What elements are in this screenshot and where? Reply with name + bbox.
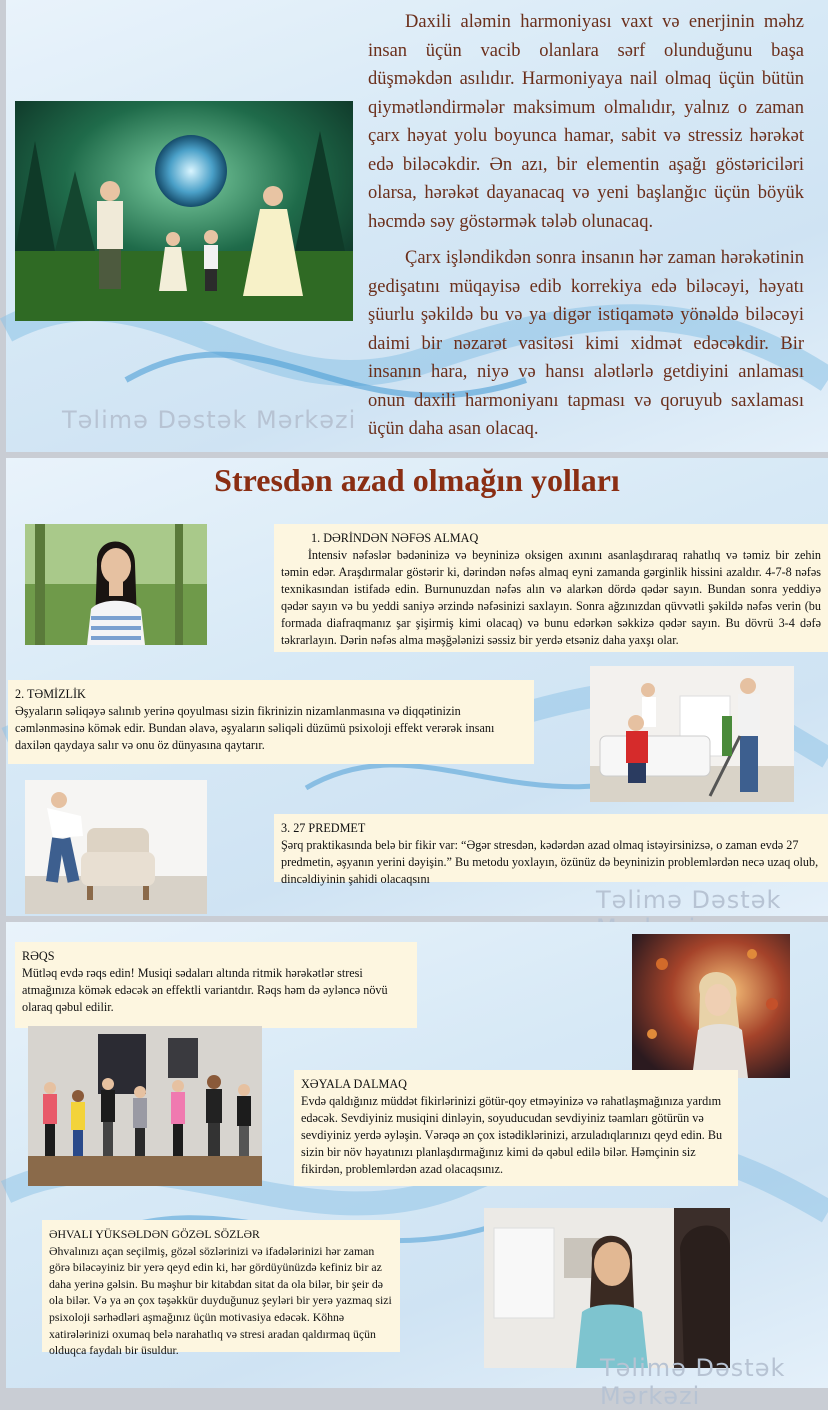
card-title: ƏHVALI YÜKSƏLDƏN GÖZƏL SÖZLƏR <box>49 1227 260 1241</box>
activities-panel <box>6 922 828 1410</box>
card-body: İntensiv nəfəslər bədəninizə və beyninizə oksigen axınını asanlaşdıraraq rahatlıq və təmiz bir zehin təmin edər. Araşdırmalar göstərir ki, dərindən nəfəs almaq eyni zamanda gərginlik hissini azaldır. 4-7-8 nəfəs texnikasından istifadə edin. Burnunuzdan nəfəs alın və alarkən dördə qədər sayın. Bundan sonra yeddiyə qədər sayın və bu yeddi saniyə ərzində nəfəsinizi saxlayın. Sonra ağzınızdan qüvvətli şəkildə nəfəs verin (bu formada diafraqmanız şar şişirmiş kimi olacaq) və bunu edərkən səkkizə qədər sayın. Bu dövrü 3-4 dəfə təkrarlayın. Dərin nəfəs alma məşğələnizi səssiz bir yerdə etsəniz daha yaxşı olar. <box>281 548 821 647</box>
stress-methods-panel <box>6 458 828 916</box>
family-nature-photo <box>15 101 353 321</box>
intro-paragraph-1: Daxili aləmin harmoniyası vaxt və enerjinin məhz insan üçün vacib olanlara sərf olunduğunu başa düşməkdən asılıdır. Harmoniyaya nail olmaq üçün bütün qiymətləndirmələr maksimum olmalıdır, yalnız o zaman çarx həyat yolu boyunca hamar, sabit və stressiz hərəkət edə biləcəkdir. Ən azı, bir elementin aşağı göstəriciləri olarsa, hərəkət dayanacaq və yeni başlanğıc üçün böyük həcmdə səy göstərmək tələb olunacaq. <box>368 12 804 232</box>
family-cleaning-photo <box>590 666 794 802</box>
watermark: Təlimə Dəstək <box>596 886 782 914</box>
woman-autumn-leaves-photo <box>632 934 790 1078</box>
card-cleaning <box>8 680 534 764</box>
card-deep-breathing <box>274 524 828 652</box>
card-body: Şərq praktikasında belə bir fikir var: “Əgər stresdən, kədərdən azad olmaq istəyirsinizsə, o zaman evdə 27 predmetin, əşyanın yerini dəyişin.” Bu metodu yoxlayın, özünüz də beyninizin problemlərdən necə uzaq olub, dincəldiyinin şahidi olacaqsını <box>281 838 819 886</box>
card-body: Mütləq evdə rəqs edin! Musiqi sədaları altında ritmik hərəkətlər stresi atmağınıza kömək edəcək ən effektli variantdır. Rəqs həm də əyləncə növü olaraq qəbul edilir. <box>22 966 388 1014</box>
card-title: 2. TƏMİZLİK <box>15 687 86 701</box>
card-body: Əhvalınızı açan seçilmiş, gözəl sözlərinizi və ifadələrinizi hər zaman görə biləcəyiniz bir yerə qeyd edin ki, hər gördüyünüzdə kefiniz bir az daha yerinə gəlsin. Bu məşhur bir kitabdan sitat da ola bilər, bir şeir də ola bilər. Və ya ən çox təşəkkür duyduğunuz şeyləri bir yerə yazmaq sizi psixoloji sərhədləri aşmağınız üçün motivasiya edəcək. Köhnə xatirələrinizi oxumaq belə narahatlıq və stresi aradan qaldırmaq üçün olduqca faydalı bir üsuldur. <box>49 1243 392 1358</box>
card-title: XƏYALA DALMAQ <box>301 1077 407 1091</box>
card-body: Əşyaların səliqəyə salınıb yerinə qoyulması sizin fikrinizin nizamlanmasına və diqqətinizin cəmlənməsinə kömək edir. Bundan əlavə, əşyaların səliqəli düzümü psixoloji effekt verərək insanı daxilən qaydaya salır və onu öz dünyasına qaytarır. <box>15 704 495 752</box>
watermark: Təlimə Dəstək Mərkəzi <box>600 1354 786 1410</box>
card-27-items <box>274 814 828 886</box>
section-title: Stresdən azad olmağın yolları <box>214 462 620 498</box>
card-title: 1. DƏRİNDƏN NƏFƏS ALMAQ <box>311 531 479 545</box>
intro-panel <box>6 0 828 452</box>
card-daydreaming <box>294 1070 738 1186</box>
card-title: 3. 27 PREDMET <box>281 821 366 835</box>
intro-paragraph-2: Çarx işləndikdən sonra insanın hər zaman hərəkətinin gedişatını müqayisə edib korrekiya edə biləcəyi, həyatı şüurlu şəkildə bu və ya digər istiqamətə yönəldə biləcəyi daimi bir nəzarət vasitəsi kimi xidmət edəcəkdir. Bir insanın hara, niyə və hansı alətlərlə getdiyini anlaması onun daxili harmoniyanı tapması və qoruyub saxlaması üçün daha asan olacaq. <box>368 248 804 439</box>
group-dancing-photo <box>28 1026 262 1186</box>
card-title: RƏQS <box>22 949 55 963</box>
card-dance <box>15 942 417 1028</box>
intro-text <box>368 8 804 444</box>
card-uplifting-words <box>42 1220 400 1358</box>
man-moving-armchair-photo <box>25 780 207 914</box>
breathing-woman-photo <box>25 524 207 645</box>
card-body: Evdə qaldığınız müddət fikirlərinizi götür-qoy etməyinizə və rahatlaşmağınıza yardım edəcək. Sevdiyiniz musiqini dinləyin, soyuducudan sevdiyiniz təamları götürün və sevdiyiniz yerdə əyləşin. Vərəqə ən çox istədiklərinizi, arzuladıqlarınızı qeyd edin. Bu sizin bir növ həyatınızı planlaşdırmağınız kimi də qəbul edilə bilər. Həmçinin siz fikirdən, problemlərdən azad olacaqsınız. <box>301 1094 723 1176</box>
watermark: Təlimə Dəstək Mərkəzi <box>62 406 357 434</box>
smiling-woman-consultation-photo <box>484 1208 730 1368</box>
